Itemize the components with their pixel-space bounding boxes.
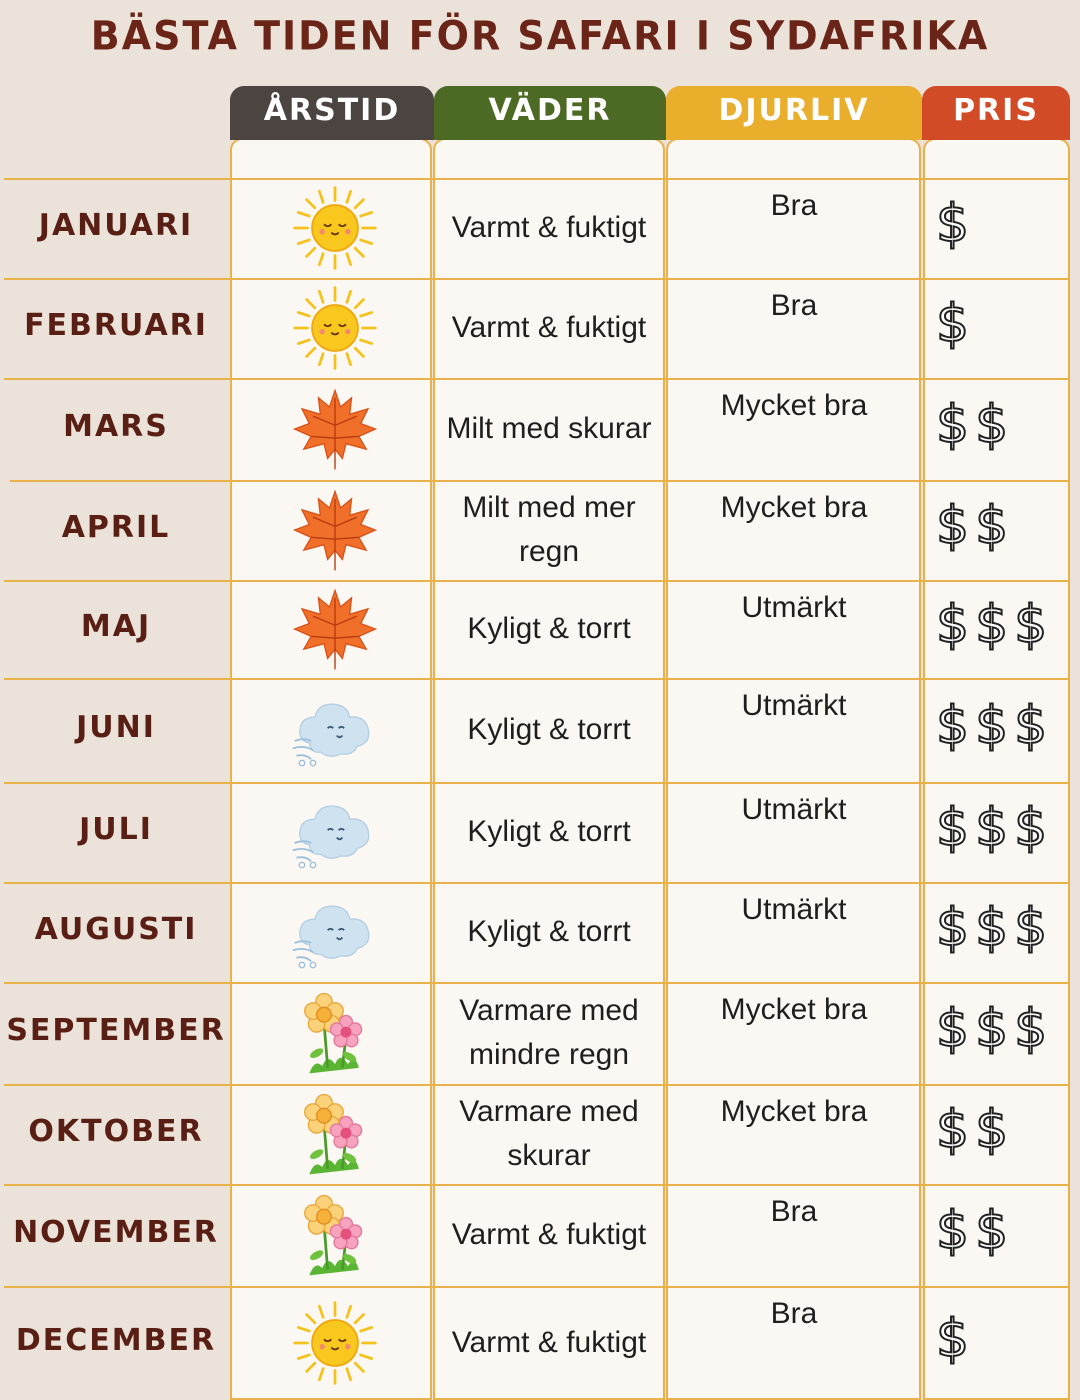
price-cell: $$: [936, 1201, 1015, 1261]
month-label: JANUARI: [38, 208, 194, 243]
wind-cloud-icon: [291, 888, 379, 976]
header-price: PRIS: [922, 86, 1070, 140]
row-divider: [10, 480, 1070, 482]
flowers-icon: [291, 989, 379, 1077]
weather-cell: Kyligt & torrt: [467, 915, 631, 948]
price-cell: $: [936, 294, 976, 354]
wildlife-cell: Mycket bra: [720, 491, 868, 524]
price-cell: $$$: [936, 798, 1054, 858]
month-label: OKTOBER: [28, 1114, 204, 1149]
weather-cell: Kyligt & torrt: [467, 815, 631, 848]
weather-cell: Varmt & fuktigt: [451, 311, 647, 344]
weather-cell: Varmt & fuktigt: [451, 1218, 647, 1251]
row-divider: [4, 278, 1070, 280]
weather-cell: Kyligt & torrt: [467, 612, 631, 645]
row-divider: [4, 678, 1070, 680]
price-cell: $$: [936, 1100, 1015, 1160]
price-cell: $$$: [936, 898, 1054, 958]
weather-cell: Milt med skurar: [446, 412, 652, 445]
row-divider: [4, 782, 1070, 784]
wildlife-cell: Bra: [770, 1297, 818, 1330]
price-cell: $: [936, 1309, 976, 1369]
sun-icon: [291, 284, 379, 372]
wildlife-cell: Utmärkt: [741, 591, 847, 624]
row-divider: [4, 1184, 1070, 1186]
wind-cloud-icon: [291, 788, 379, 876]
month-label: FEBRUARI: [24, 308, 208, 343]
price-cell: $$$: [936, 595, 1054, 655]
wildlife-cell: Mycket bra: [720, 993, 868, 1026]
maple-leaf-icon: [291, 385, 379, 473]
wind-cloud-icon: [291, 686, 379, 774]
maple-leaf-icon: [291, 585, 379, 673]
price-cell: $$: [936, 496, 1015, 556]
price-cell: $$: [936, 395, 1015, 455]
month-label: SEPTEMBER: [6, 1013, 226, 1048]
weather-cell: Varmare med mindre regn: [459, 994, 639, 1071]
flowers-icon: [291, 1191, 379, 1279]
page-title: BÄSTA TIDEN FÖR SAFARI I SYDAFRIKA: [90, 12, 990, 59]
wildlife-cell: Bra: [770, 189, 818, 222]
row-divider: [4, 378, 1070, 380]
month-label: JUNI: [76, 710, 156, 745]
weather-cell: Varmt & fuktigt: [451, 1326, 647, 1359]
month-label: DECEMBER: [15, 1323, 217, 1358]
row-divider: [4, 882, 1070, 884]
wildlife-cell: Bra: [770, 1195, 818, 1228]
header-weather: VÄDER: [434, 86, 666, 140]
month-label: AUGUSTI: [34, 912, 198, 947]
price-cell: $$$: [936, 999, 1054, 1059]
row-divider: [4, 178, 1070, 180]
month-label: JULI: [79, 812, 153, 847]
row-divider: [4, 1084, 1070, 1086]
wildlife-cell: Utmärkt: [741, 689, 847, 722]
weather-cell: Varmt & fuktigt: [451, 211, 647, 244]
month-label: APRIL: [61, 510, 171, 545]
price-cell: $$$: [936, 696, 1054, 756]
weather-cell: Varmare med skurar: [459, 1095, 639, 1172]
wildlife-cell: Bra: [770, 289, 818, 322]
header-season: ÅRSTID: [230, 86, 434, 140]
wildlife-cell: Mycket bra: [720, 389, 868, 422]
sun-icon: [291, 1299, 379, 1387]
wildlife-cell: Utmärkt: [741, 893, 847, 926]
flowers-icon: [291, 1090, 379, 1178]
header-wildlife: DJURLIV: [666, 86, 922, 140]
row-divider: [4, 1286, 1070, 1288]
weather-cell: Kyligt & torrt: [467, 713, 631, 746]
price-cell: $: [936, 194, 976, 254]
month-label: MAJ: [80, 609, 152, 644]
wildlife-cell: Mycket bra: [720, 1095, 868, 1128]
row-divider: [4, 982, 1070, 984]
weather-cell: Milt med mer regn: [462, 491, 636, 568]
row-divider: [4, 580, 1070, 582]
sun-icon: [291, 184, 379, 272]
month-label: NOVEMBER: [13, 1215, 219, 1250]
maple-leaf-icon: [291, 486, 379, 574]
wildlife-cell: Utmärkt: [741, 793, 847, 826]
month-label: MARS: [63, 409, 169, 444]
